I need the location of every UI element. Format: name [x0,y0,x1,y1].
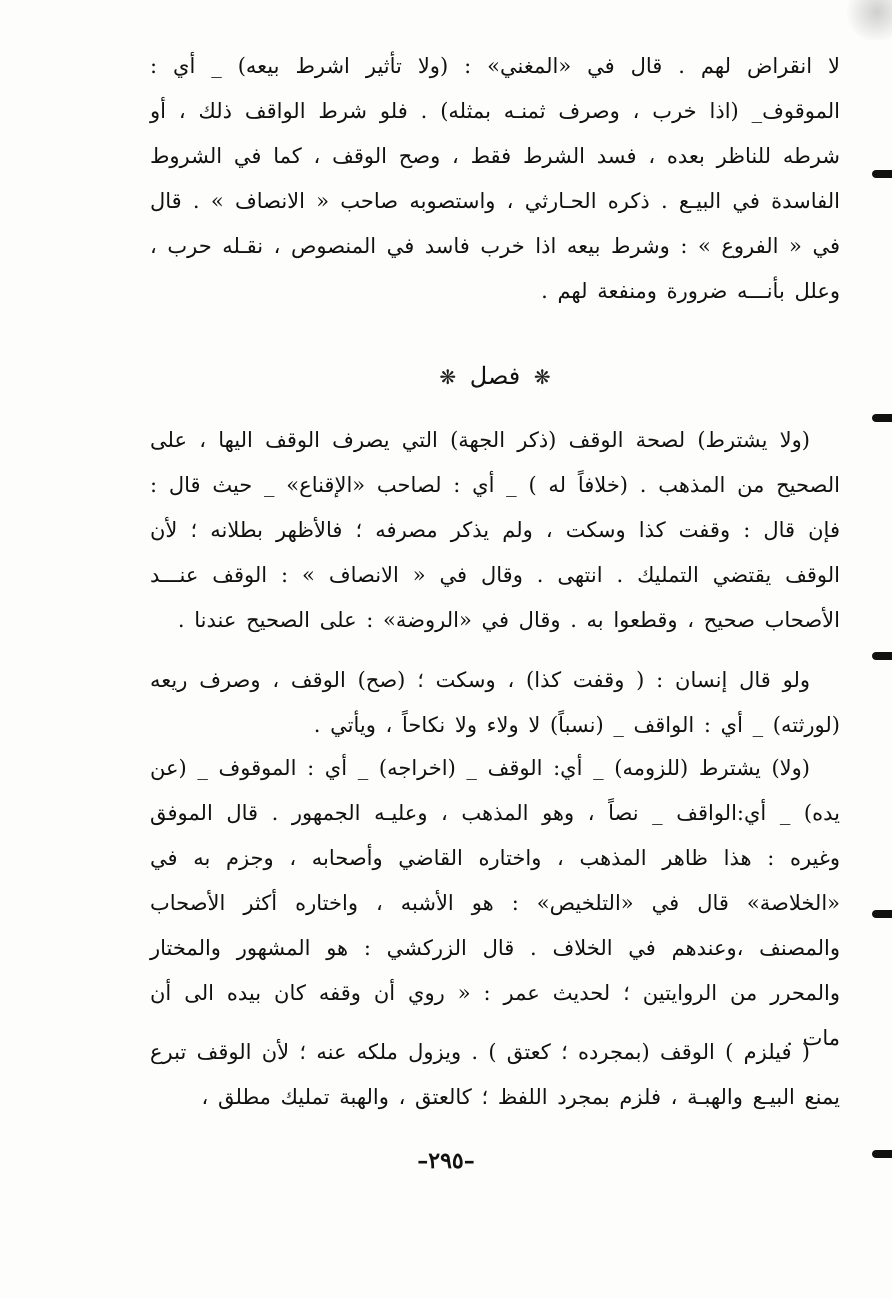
ornament-left-icon: ❋ [439,365,457,389]
paragraph-section: (ولا يشترط) لصحة الوقف (ذكر الجهة) التي يصرف الوقف اليها ، على الصحيح من المذهب . (خلافاً له ) _ أي : لصاحب «الإقناع» _ حيث قال : فإن قال : وقفت كذا وسكت ، ولم يذكر مصرفه ؛ فالأظهر بطلانه ؛ لأن الوقف يقتضي التمليك . انتهى . وقال في « الانصاف » : الوقف عنـــد الأصحاب صحيح ، وقطعوا به . وقال في «الروضة» : على الصحيح عندنا . [150,428,840,632]
section-paragraph-block [150,1030,840,1120]
margin-tab-mark [872,652,892,660]
scan-corner-artifact [842,0,892,40]
ornament-right-icon: ❋ [533,365,551,389]
section-heading-title: فصل [469,362,521,390]
section-heading [150,362,840,390]
paragraph-section: ولو قال إنسان : ( وقفت كذا) ، وسكت ؛ (صح) الوقف ، وصرف ريعه (لورثته) _ أي : الواقف _ (نسباً) لا ولاء ولا نكاحاً ، ويأتي . [150,668,840,737]
section-paragraph-block [150,418,840,643]
paragraph-section: ( فيلزم ) الوقف (بمجرده ؛ كعتق ) . ويزول ملكه عنه ؛ لأن الوقف تبرع يمنع البيـع والهبـة ، فلزم بمجرد اللفظ ؛ كالعتق ، والهبة تمليك مطلق ، [150,1040,840,1109]
paragraph-section: (ولا) يشترط (للزومه) _ أي: الوقف _ (اخراجه) _ أي : الموقوف _ (عن يده) _ أي:الواقف _ نصاً ، وهو المذهب ، وعليـه الجمهور . قال الموفق وغيره : هذا ظاهر المذهب ، واختاره القاضي وأصحابه ، وجزم به في «الخلاصة» قال في «التلخيص» : هو الأشبه ، واختاره أكثر الأصحاب والمصنف ،وعندهم في الخلاف . قال الزركشي : هو المشهور والمختار والمحرر من الروايتين ؛ لحديث عمر : « روي أن وقفه كان بيده الى أن مات . [150,756,840,1050]
top-paragraph-block [150,44,840,314]
paragraph-top: لا انقراض لهم . قال في «المغني» : (ولا تأثير اشرط بيعه) _ أي : الموقوف_ (اذا خرب ، وصرف ثمنـه بمثله) . فلو شرط الواقف ذلك ، أو شرطه للناظر بعده ، فسد الشرط فقط ، وصح الوقف ، كما في الشروط الفاسدة في البيـع . ذكره الحـارثي ، واستصوبه صاحب « الانصاف » . قال في « الفروع » : وشرط بيعه اذا خرب فاسد في المنصوص ، نقـله حرب ، وعلل بأنـــه ضرورة ومنفعة لهم . [150,54,840,303]
section-paragraph-block [150,658,840,748]
margin-tab-mark [872,414,892,422]
page-number: –٢٩٥– [417,1148,475,1174]
margin-tab-mark [872,170,892,178]
margin-tab-mark [872,910,892,918]
section-paragraph-block [150,746,840,1061]
